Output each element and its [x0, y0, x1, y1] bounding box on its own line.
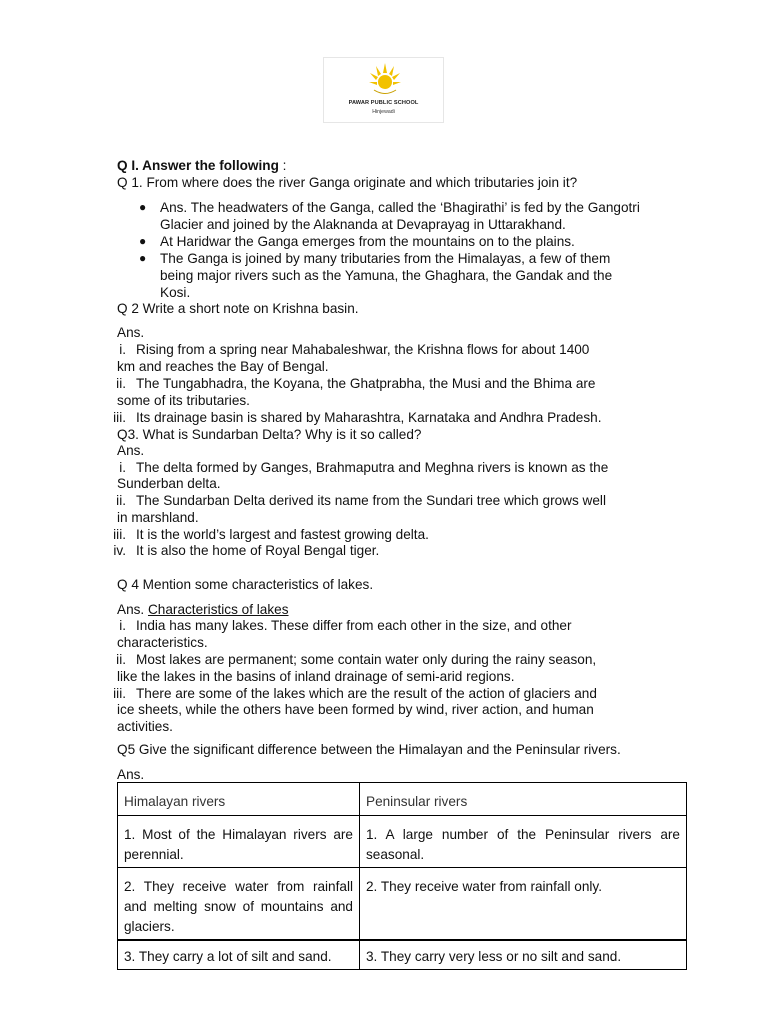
table-header-row: [118, 783, 687, 816]
q4-ans-label: Ans.: [117, 602, 145, 617]
table-cell: 3. They carry very less or no silt and sand.: [360, 940, 687, 970]
table-row: [118, 940, 687, 970]
item-number: i.: [119, 460, 126, 475]
q2-item-1-cont: km and reaches the Bay of Bengal.: [117, 359, 329, 374]
item-text: The Tungabhadra, the Koyana, the Ghatprabha, the Musi and the Bhima are: [136, 376, 596, 391]
q4-item-3: [96, 685, 636, 702]
q2-question: Q 2 Write a short note on Krishna basin.: [117, 301, 359, 316]
sun-emblem-icon: [368, 61, 402, 99]
q3-item-2: [96, 492, 636, 509]
bullet-icon: ●: [139, 234, 147, 248]
q2-ans-label: Ans.: [117, 325, 145, 340]
q4-item-1: [96, 617, 636, 634]
table-cell: 3. They carry a lot of silt and sand.: [118, 940, 360, 970]
q4-ans: [117, 601, 657, 618]
q4-item-2-cont: like the lakes in the basins of inland drainage of semi-arid regions.: [117, 669, 515, 684]
q3-item-2-cont: in marshland.: [117, 510, 199, 525]
q5-question: Q5 Give the significant difference between the Himalayan and the Peninsular rivers.: [117, 742, 621, 757]
item-text: Rising from a spring near Mahabaleshwar, the Krishna flows for about 1400: [136, 342, 590, 357]
q2-item-1: [96, 341, 636, 358]
bullet-icon: ●: [139, 200, 147, 214]
q3-item-1: [96, 459, 636, 476]
section-heading-rest: :: [278, 158, 287, 173]
q5-ans-label: Ans.: [117, 767, 145, 782]
item-number: iv.: [113, 543, 126, 558]
item-text: India has many lakes. These differ from each other in the size, and other: [136, 618, 572, 633]
item-number: iii.: [113, 686, 126, 701]
q1-bullet-3-line-2: being major rivers such as the Yamuna, the Ghaghara, the Gandak and the: [160, 268, 613, 283]
item-number: ii.: [116, 652, 126, 667]
section-heading: [117, 157, 657, 174]
q1-bullet-2-line-1: At Haridwar the Ganga emerges from the mountains on to the plains.: [160, 234, 575, 249]
bullet-icon: ●: [139, 251, 147, 265]
school-place: Hinjewadi: [372, 109, 395, 115]
item-text: The Sundarban Delta derived its name from the Sundari tree which grows well: [136, 493, 606, 508]
item-text: Most lakes are permanent; some contain water only during the rainy season,: [136, 652, 597, 667]
item-text: It is the world’s largest and fastest growing delta.: [136, 527, 429, 542]
q2-item-2: [96, 375, 636, 392]
item-number: i.: [119, 618, 126, 633]
item-text: It is also the home of Royal Bengal tiger.: [136, 543, 380, 558]
table-cell: 1. A large number of the Peninsular rivers are seasonal.: [360, 816, 687, 868]
q1-question: Q 1. From where does the river Ganga originate and which tributaries join it?: [117, 175, 578, 190]
item-text: The delta formed by Ganges, Brahmaputra and Meghna rivers is known as the: [136, 460, 609, 475]
item-number: iii.: [113, 527, 126, 542]
item-number: ii.: [116, 493, 126, 508]
table-row: [118, 868, 687, 941]
q3-item-3: [96, 526, 636, 543]
school-logo: [323, 57, 444, 123]
item-text: Its drainage basin is shared by Maharashtra, Karnataka and Andhra Pradesh.: [136, 410, 602, 425]
item-number: iii.: [113, 410, 126, 425]
q3-item-4: [96, 542, 636, 559]
rivers-comparison-table: [117, 782, 687, 970]
q3-ans-label: Ans.: [117, 443, 145, 458]
q1-bullet-3-line-1: The Ganga is joined by many tributaries from the Himalayas, a few of them: [160, 251, 611, 266]
item-number: i.: [119, 342, 126, 357]
q4-item-3-cont-2: activities.: [117, 719, 173, 734]
q3-question: Q3. What is Sundarban Delta? Why is it so called?: [117, 427, 422, 442]
table-row: [118, 816, 687, 868]
q2-item-3: [96, 409, 636, 426]
q1-bullet-3-line-3: Kosi.: [160, 285, 191, 300]
q4-item-2: [96, 651, 636, 668]
q4-item-3-cont-1: ice sheets, while the others have been formed by wind, river action, and human: [117, 702, 594, 717]
table-header-cell: Himalayan rivers: [118, 783, 360, 816]
table-cell: 1. Most of the Himalayan rivers are perennial.: [118, 816, 360, 868]
q4-question: Q 4 Mention some characteristics of lakes.: [117, 577, 374, 592]
q3-item-1-cont: Sunderban delta.: [117, 476, 221, 491]
table-cell: 2. They receive water from rainfall and melting snow of mountains and glaciers.: [118, 868, 360, 941]
q4-item-1-cont: characteristics.: [117, 635, 208, 650]
item-number: ii.: [116, 376, 126, 391]
section-heading-bold: Q I. Answer the following: [117, 158, 279, 173]
table-header-cell: Peninsular rivers: [360, 783, 687, 816]
school-name: PAWAR PUBLIC SCHOOL: [348, 100, 419, 106]
item-text: There are some of the lakes which are the result of the action of glaciers and: [136, 686, 597, 701]
table-cell: 2. They receive water from rainfall only.: [360, 868, 687, 941]
q2-item-2-cont: some of its tributaries.: [117, 393, 250, 408]
q4-ans-title: Characteristics of lakes: [147, 602, 289, 617]
q1-bullet-1-line-1: Ans. The headwaters of the Ganga, called the ‘Bhagirathi’ is fed by the Gangotri: [160, 200, 640, 215]
q1-bullet-1-line-2: Glacier and joined by the Alaknanda at Devaprayag in Uttarakhand.: [160, 217, 566, 232]
